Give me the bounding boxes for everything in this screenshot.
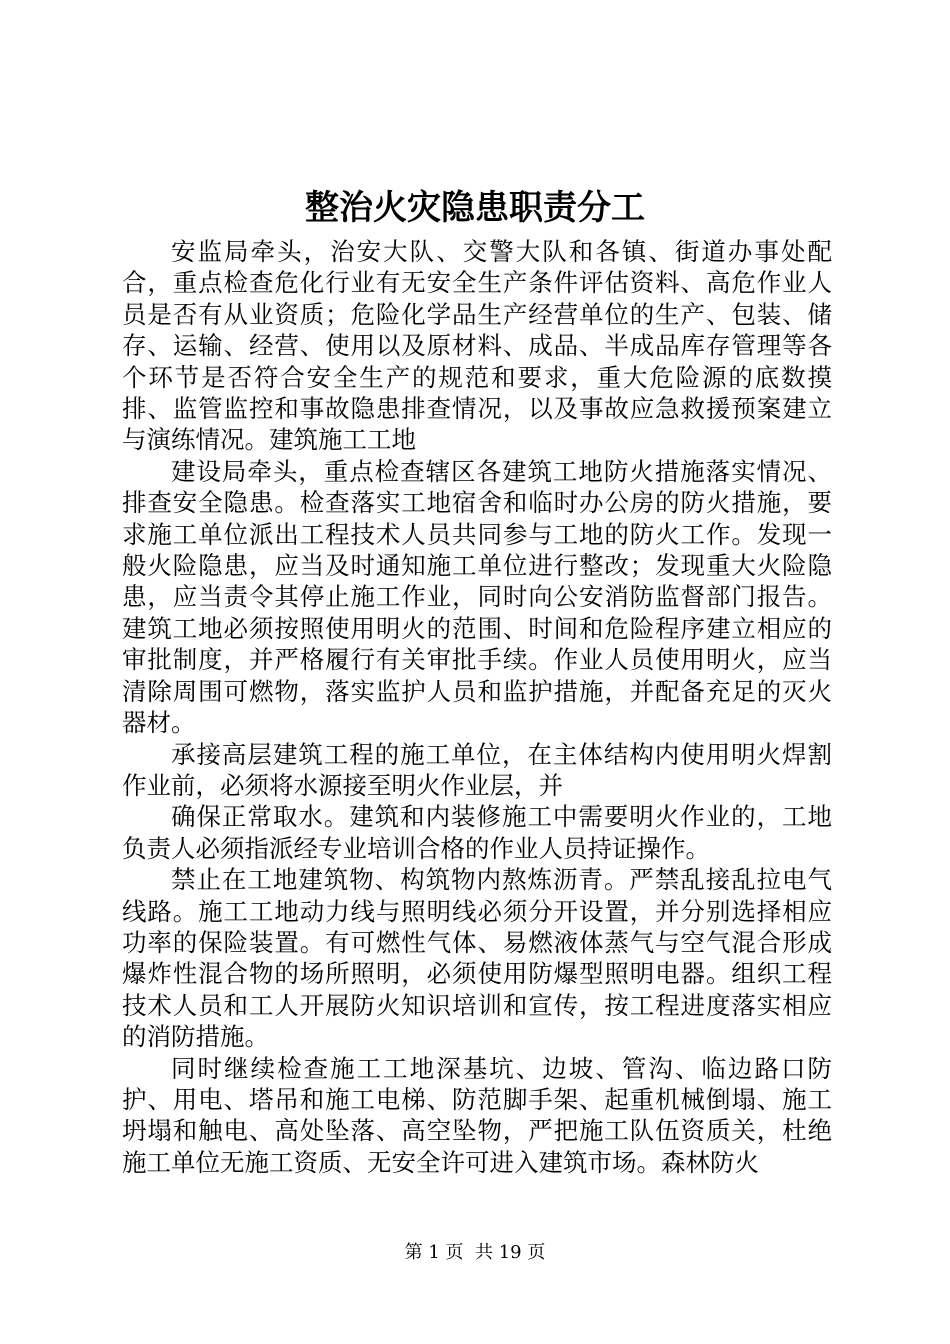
page-footer bbox=[0, 1241, 950, 1265]
page-number: 第 1 页 共 19 页 bbox=[404, 1242, 546, 1263]
paragraph-prohibitions: 禁止在工地建筑物、构筑物内熬炼沥青。严禁乱接乱拉电气线路。施工工地动力线与照明线必须分开设置，并分别选择相应功率的保险装置。有可燃性气体、易燃液体蒸气与空气混合形成爆炸性混合物的场所照明，必须使用防爆型照明电器。组织工程技术人员和工人开展防火知识培训和宣传，按工程进度落实相应的消防措施。 bbox=[122, 865, 832, 1052]
paragraph-safety-bureau: 安监局牵头，治安大队、交警大队和各镇、街道办事处配合，重点检查危化行业有无安全生产条件评估资料、高危作业人员是否有从业资质；危险化学品生产经营单位的生产、包装、储存、运输、经营、使用以及原材料、成品、半成品库存管理等各个环节是否符合安全生产的规范和要求，重大危险源的底数摸排、监管监控和事故隐患排查情况，以及事故应急救援预案建立与演练情况。建筑施工工地 bbox=[122, 237, 832, 455]
document-body bbox=[122, 236, 832, 1178]
paragraph-high-rise-contractor: 承接高层建筑工程的施工单位，在主体结构内使用明火焊割作业前，必须将水源接至明火作业层，并 bbox=[122, 739, 832, 800]
document-title: 整治火灾隐患职责分工 bbox=[305, 188, 645, 228]
paragraph-continued-inspection: 同时继续检查施工工地深基坑、边坡、管沟、临边路口防护、用电、塔吊和施工电梯、防范脚手架、起重机械倒塌、施工坍塌和触电、高处坠落、高空坠物，严把施工队伍资质关，杜绝施工单位无施工资质、无安全许可进入建筑市场。森林防火 bbox=[122, 1053, 832, 1177]
paragraph-construction-bureau: 建设局牵头，重点检查辖区各建筑工地防火措施落实情况、排查安全隐患。检查落实工地宿舍和临时办公房的防火措施，要求施工单位派出工程技术人员共同参与工地的防火工作。发现一般火险隐患，应当及时通知施工单位进行整改；发现重大火险隐患，应当责令其停止施工作业，同时向公安消防监督部门报告。建筑工地必须按照使用明火的范围、时间和危险程序建立相应的审批制度，并严格履行有关审批手续。作业人员使用明火，应当清除周围可燃物，落实监护人员和监护措施，并配备充足的灭火器材。 bbox=[122, 456, 832, 738]
paragraph-water-supply: 确保正常取水。建筑和内装修施工中需要明火作业的，工地负责人必须指派经专业培训合格的作业人员持证操作。 bbox=[122, 802, 832, 863]
